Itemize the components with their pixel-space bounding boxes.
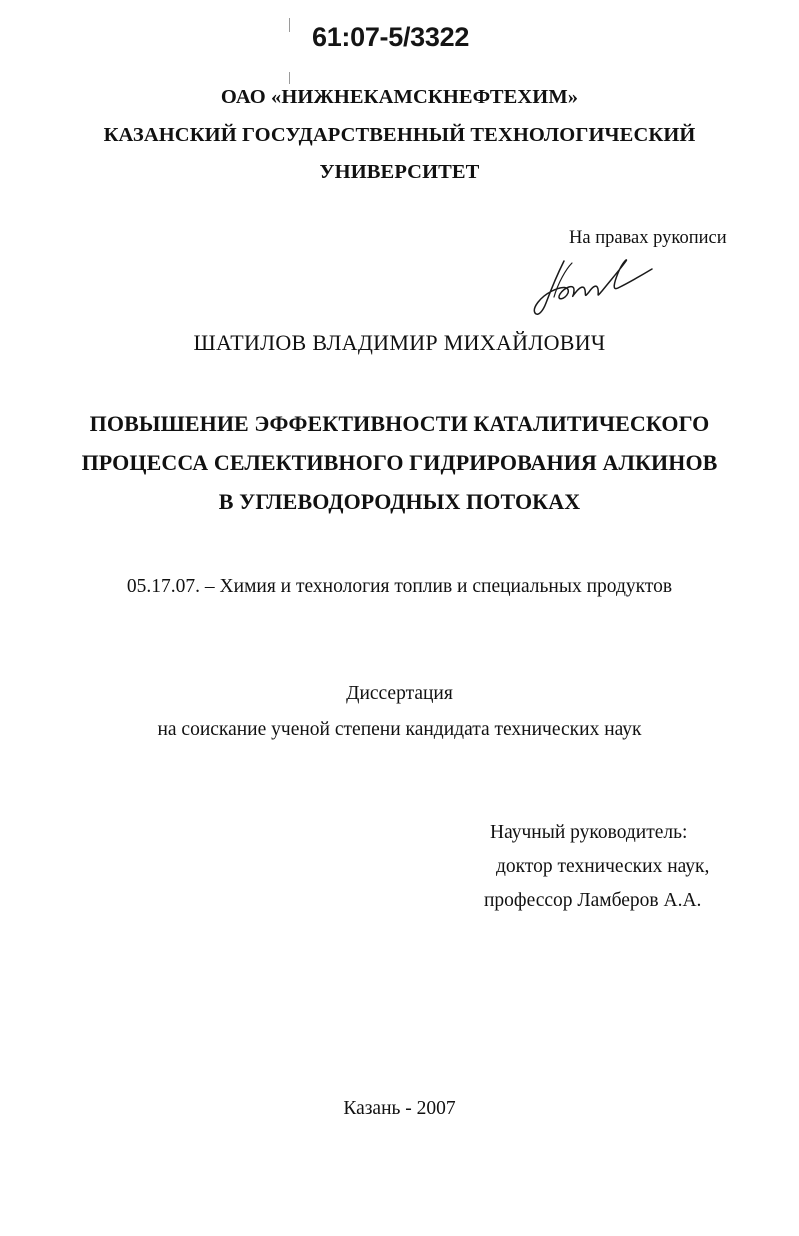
title-line-3: В УГЛЕВОДОРОДНЫХ ПОТОКАХ — [218, 489, 581, 514]
author-name: ШАТИЛОВ ВЛАДИМИР МИХАЙЛОВИЧ — [193, 330, 606, 355]
archive-code: 61:07-5/3322 — [312, 22, 470, 52]
organization-line-2: КАЗАНСКИЙ ГОСУДАРСТВЕННЫЙ ТЕХНОЛОГИЧЕСКИЙ — [103, 123, 696, 146]
organization-line-1: ОАО «НИЖНЕКАМСКНЕФТЕХИМ» — [220, 86, 579, 108]
title-line-2: ПРОЦЕССА СЕЛЕКТИВНОГО ГИДРИРОВАНИЯ АЛКИНОВ — [81, 450, 718, 475]
specialty: 05.17.07. – Химия и технология топлив и специальных продуктов — [126, 576, 673, 597]
scan-speck — [289, 18, 290, 32]
supervisor-degree: доктор технических наук, — [496, 856, 710, 877]
degree-line-1: Диссертация — [346, 683, 453, 704]
supervisor-block — [484, 816, 709, 918]
manuscript-note: На правах рукописи — [569, 228, 727, 248]
city-year: Казань - 2007 — [343, 1098, 456, 1119]
degree-block — [0, 676, 799, 748]
organization-block — [0, 83, 799, 188]
signature — [530, 253, 660, 323]
title-line-1: ПОВЫШЕНИЕ ЭФФЕКТИВНОСТИ КАТАЛИТИЧЕСКОГО — [89, 411, 710, 436]
organization-line-3: УНИВЕРСИТЕТ — [319, 161, 480, 183]
dissertation-title — [0, 404, 799, 521]
degree-line-2: на соискание ученой степени кандидата технических наук — [157, 719, 642, 740]
supervisor-name: профессор Ламберов А.А. — [484, 890, 702, 911]
supervisor-label: Научный руководитель: — [490, 822, 688, 843]
